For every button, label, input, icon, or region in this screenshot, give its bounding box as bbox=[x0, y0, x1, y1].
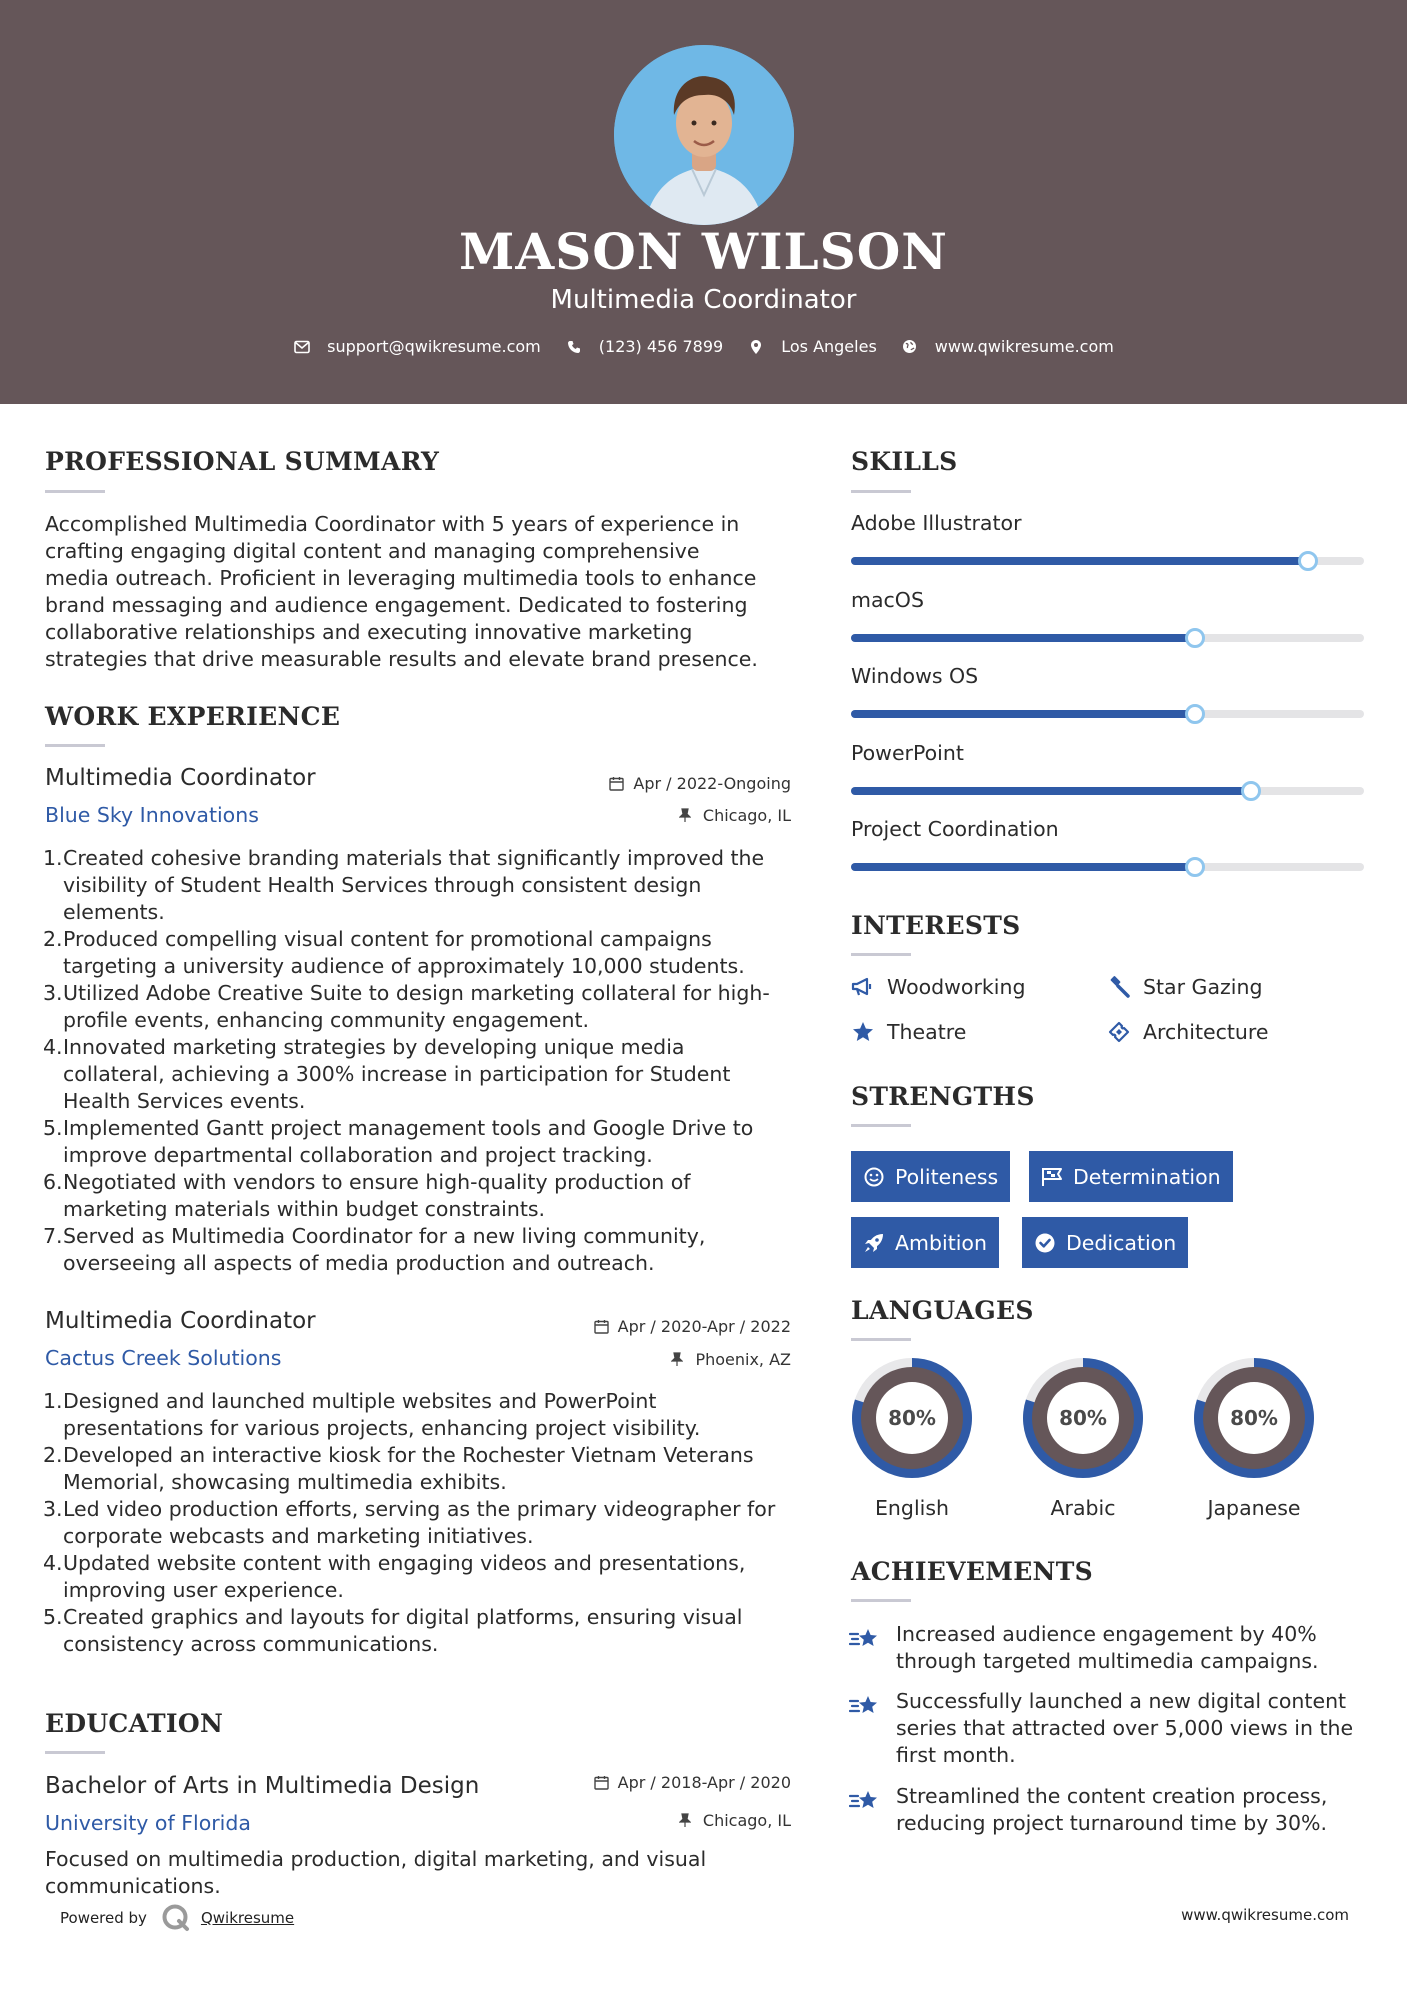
education-location-text: Chicago, IL bbox=[702, 1811, 791, 1830]
list-number: 6. bbox=[43, 1170, 63, 1194]
list-line: presentations for various projects, enhancing project visibility. bbox=[63, 1416, 701, 1440]
skill-bar-fill bbox=[851, 863, 1195, 871]
education-line: Focused on multimedia production, digital marketing, and visual bbox=[45, 1847, 707, 1871]
strength-badge bbox=[851, 1217, 999, 1268]
education-description bbox=[45, 1846, 805, 1900]
contact-website-text: www.qwikresume.com bbox=[934, 337, 1114, 356]
list-line: Led video production efforts, serving as the primary videographer for bbox=[63, 1497, 776, 1521]
rocket-icon bbox=[863, 1232, 885, 1254]
skill-label: macOS bbox=[851, 587, 924, 612]
shooting-star-icon bbox=[849, 1625, 881, 1653]
summary-heading-rule bbox=[45, 490, 105, 493]
job-location-text: Phoenix, AZ bbox=[695, 1350, 791, 1369]
list-number: 1. bbox=[43, 1389, 63, 1413]
list-line: Utilized Adobe Creative Suite to design marketing collateral for high- bbox=[63, 981, 770, 1005]
summary-line: crafting engaging digital content and managing comprehensive bbox=[45, 539, 700, 563]
list-item bbox=[45, 1550, 805, 1604]
skill-label: PowerPoint bbox=[851, 740, 964, 765]
list-line: Produced compelling visual content for promotional campaigns bbox=[63, 927, 712, 951]
strength-badge bbox=[1022, 1217, 1188, 1268]
achievement-line: Increased audience engagement by 40% bbox=[896, 1622, 1317, 1646]
powered-by bbox=[60, 1903, 294, 1933]
summary-line: strategies that drive measurable results and elevate brand presence. bbox=[45, 647, 758, 671]
job-bullets bbox=[45, 1388, 805, 1658]
language-ring bbox=[1021, 1356, 1145, 1480]
phone-icon bbox=[565, 338, 583, 356]
language-label: Japanese bbox=[1207, 1496, 1301, 1520]
contact-bar bbox=[0, 337, 1407, 356]
shooting-star-icon bbox=[849, 1787, 881, 1815]
contact-phone[interactable] bbox=[565, 337, 723, 356]
list-line: Negotiated with vendors to ensure high-quality production of bbox=[63, 1170, 691, 1194]
list-line: Created graphics and layouts for digital platforms, ensuring visual bbox=[63, 1605, 743, 1629]
qwikresume-logo-icon bbox=[161, 1903, 191, 1933]
list-line: Health Services events. bbox=[63, 1089, 306, 1113]
list-number: 5. bbox=[43, 1605, 63, 1629]
skill-bar-track bbox=[851, 557, 1364, 565]
achievement-line: Successfully launched a new digital content bbox=[896, 1689, 1347, 1713]
contact-location-text: Los Angeles bbox=[781, 337, 877, 356]
achievements-heading-rule bbox=[851, 1599, 911, 1602]
interests-heading: INTERESTS bbox=[851, 911, 1021, 940]
skill-label: Windows OS bbox=[851, 664, 979, 688]
skill-bar-track bbox=[851, 787, 1364, 795]
list-number: 4. bbox=[43, 1551, 63, 1575]
interest-item bbox=[851, 975, 1025, 999]
skill-bar-track bbox=[851, 863, 1364, 871]
list-number: 7. bbox=[43, 1224, 63, 1248]
skill-bar-track bbox=[851, 634, 1364, 642]
interest-item bbox=[1107, 975, 1262, 999]
skills-heading-rule bbox=[851, 490, 911, 493]
education-heading-rule bbox=[45, 1751, 105, 1754]
envelope-icon bbox=[293, 338, 311, 356]
skill-bar-knob bbox=[1241, 781, 1261, 801]
degree-title: Bachelor of Arts in Multimedia Design bbox=[45, 1773, 480, 1799]
globe-icon bbox=[901, 338, 919, 356]
calendar-icon bbox=[594, 1319, 610, 1335]
list-item bbox=[45, 1034, 805, 1115]
ticket-icon bbox=[1107, 1020, 1131, 1044]
strength-label: Dedication bbox=[1066, 1230, 1177, 1255]
language-ring bbox=[1192, 1356, 1316, 1480]
skill-bar-fill bbox=[851, 787, 1251, 795]
skill-bar-knob bbox=[1185, 857, 1205, 877]
profile-photo bbox=[614, 45, 794, 225]
strength-label: Ambition bbox=[895, 1230, 987, 1255]
list-line: Memorial, showcasing multimedia exhibits. bbox=[63, 1470, 507, 1494]
contact-email[interactable] bbox=[293, 337, 541, 356]
list-item bbox=[45, 1442, 805, 1496]
achievements-heading: ACHIEVEMENTS bbox=[851, 1557, 1093, 1586]
list-line: Served as Multimedia Coordinator for a new living community, bbox=[63, 1224, 706, 1248]
list-item bbox=[45, 1496, 805, 1550]
strength-label: Politeness bbox=[895, 1164, 999, 1189]
list-line: corporate webcasts and marketing initiatives. bbox=[63, 1524, 534, 1548]
interest-item bbox=[1107, 1020, 1269, 1044]
list-item bbox=[45, 1169, 805, 1223]
job-location bbox=[679, 806, 791, 825]
powered-by-label: Powered by bbox=[60, 1909, 147, 1927]
experience-heading-rule bbox=[45, 744, 105, 747]
skill-bar-fill bbox=[851, 710, 1195, 718]
education-heading: EDUCATION bbox=[45, 1709, 224, 1738]
contact-phone-text: (123) 456 7899 bbox=[598, 337, 724, 356]
strength-badge bbox=[1029, 1151, 1233, 1202]
calendar-icon bbox=[609, 776, 625, 792]
skill-bar-fill bbox=[851, 557, 1308, 565]
job-company: Blue Sky Innovations bbox=[45, 803, 259, 827]
job-company: Cactus Creek Solutions bbox=[45, 1346, 282, 1370]
job-dates-text: Apr / 2020-Apr / 2022 bbox=[617, 1317, 791, 1336]
list-line: marketing materials within budget constraints. bbox=[63, 1197, 546, 1221]
job-dates-text: Apr / 2022-Ongoing bbox=[633, 774, 791, 793]
interests-heading-rule bbox=[851, 953, 911, 956]
achievement-item bbox=[896, 1621, 1376, 1675]
flag-icon bbox=[1041, 1166, 1063, 1188]
interest-label: Architecture bbox=[1143, 1020, 1269, 1044]
footer-url[interactable]: www.qwikresume.com bbox=[1181, 1906, 1349, 1924]
summary-line: brand messaging and audience engagement. Dedicated to fostering bbox=[45, 593, 748, 617]
interest-item bbox=[851, 1020, 966, 1044]
qwikresume-link[interactable]: Qwikresume bbox=[200, 1909, 295, 1927]
header-banner bbox=[0, 0, 1407, 404]
pushpin-icon bbox=[671, 1352, 687, 1368]
skill-label: Project Coordination bbox=[851, 817, 1059, 841]
list-line: collateral, achieving a 300% increase in participation for Student bbox=[63, 1062, 731, 1086]
achievement-line: first month. bbox=[896, 1743, 1016, 1767]
strength-badge bbox=[851, 1151, 1010, 1202]
job-title: Multimedia Coordinator bbox=[45, 1308, 316, 1334]
skill-bar-knob bbox=[1185, 628, 1205, 648]
job-bullets bbox=[45, 845, 805, 1277]
summary-line: Accomplished Multimedia Coordinator with 5 years of experience in bbox=[45, 512, 740, 536]
education-dates-text: Apr / 2018-Apr / 2020 bbox=[617, 1773, 791, 1792]
list-line: overseeing all aspects of media production and outreach. bbox=[63, 1251, 655, 1275]
list-line: Created cohesive branding materials that significantly improved the bbox=[63, 846, 765, 870]
summary-line: media outreach. Proficient in leveraging multimedia tools to enhance bbox=[45, 566, 757, 590]
job-location-text: Chicago, IL bbox=[702, 806, 791, 825]
languages-heading-rule bbox=[851, 1338, 911, 1341]
skills-heading: SKILLS bbox=[851, 447, 958, 476]
experience-heading: WORK EXPERIENCE bbox=[45, 702, 341, 731]
achievement-line: reducing project turnaround time by 30%. bbox=[896, 1811, 1328, 1835]
contact-website[interactable] bbox=[901, 337, 1114, 356]
smile-icon bbox=[863, 1166, 885, 1188]
map-pin-icon bbox=[747, 338, 765, 356]
job-dates bbox=[594, 1317, 791, 1336]
list-item bbox=[45, 980, 805, 1034]
pushpin-icon bbox=[679, 808, 695, 824]
language-label: English bbox=[874, 1496, 950, 1520]
language-percent: 80% bbox=[1230, 1406, 1278, 1430]
shooting-star-icon bbox=[849, 1692, 881, 1720]
pushpin-icon bbox=[679, 1813, 695, 1829]
school-name: University of Florida bbox=[45, 1811, 251, 1835]
list-item bbox=[45, 926, 805, 980]
contact-email-text: support@qwikresume.com bbox=[327, 337, 541, 356]
achievement-line: through targeted multimedia campaigns. bbox=[896, 1649, 1319, 1673]
candidate-title: Multimedia Coordinator bbox=[550, 285, 857, 315]
strength-label: Determination bbox=[1073, 1164, 1221, 1189]
achievement-item bbox=[896, 1783, 1376, 1837]
list-item bbox=[45, 1604, 805, 1658]
list-line: improving user experience. bbox=[63, 1578, 344, 1602]
list-line: targeting a university audience of approximately 10,000 students. bbox=[63, 954, 745, 978]
star-icon bbox=[851, 1020, 875, 1044]
languages-heading: LANGUAGES bbox=[851, 1296, 1034, 1325]
language-ring bbox=[850, 1356, 974, 1480]
megaphone-icon bbox=[851, 975, 875, 999]
list-item bbox=[45, 1388, 805, 1442]
job-dates bbox=[609, 774, 791, 793]
list-line: consistency across communications. bbox=[63, 1632, 439, 1656]
candidate-name: MASON WILSON bbox=[459, 222, 948, 281]
list-item bbox=[45, 1115, 805, 1169]
summary-heading: PROFESSIONAL SUMMARY bbox=[45, 447, 440, 476]
achievement-line: Streamlined the content creation process, bbox=[896, 1784, 1328, 1808]
list-line: profile events, enhancing community engagement. bbox=[63, 1008, 590, 1032]
list-item bbox=[45, 1223, 805, 1277]
list-number: 3. bbox=[43, 1497, 63, 1521]
list-line: Updated website content with engaging videos and presentations, bbox=[63, 1551, 746, 1575]
language-percent: 80% bbox=[1059, 1406, 1107, 1430]
skill-label: Adobe Illustrator bbox=[851, 511, 1022, 535]
list-number: 4. bbox=[43, 1035, 63, 1059]
list-number: 2. bbox=[43, 927, 63, 951]
list-line: improve departmental collaboration and project tracking. bbox=[63, 1143, 653, 1167]
list-line: elements. bbox=[63, 900, 165, 924]
list-line: Implemented Gantt project management tools and Google Drive to bbox=[63, 1116, 754, 1140]
education-location bbox=[679, 1811, 791, 1830]
list-number: 1. bbox=[43, 846, 63, 870]
education-dates bbox=[594, 1773, 791, 1792]
skill-bar-track bbox=[851, 710, 1364, 718]
list-line: Developed an interactive kiosk for the Rochester Vietnam Veterans bbox=[63, 1443, 754, 1467]
summary-line: collaborative relationships and executing innovative marketing bbox=[45, 620, 693, 644]
interest-label: Woodworking bbox=[887, 975, 1026, 999]
strengths-heading: STRENGTHS bbox=[851, 1082, 1035, 1111]
strengths-heading-rule bbox=[851, 1124, 911, 1127]
list-number: 5. bbox=[43, 1116, 63, 1140]
list-number: 3. bbox=[43, 981, 63, 1005]
skill-bar-knob bbox=[1298, 551, 1318, 571]
calendar-icon bbox=[594, 1775, 610, 1791]
list-number: 2. bbox=[43, 1443, 63, 1467]
skill-bar-fill bbox=[851, 634, 1195, 642]
gavel-icon bbox=[1107, 975, 1131, 999]
contact-location bbox=[747, 337, 877, 356]
language-percent: 80% bbox=[888, 1406, 936, 1430]
interest-label: Theatre bbox=[887, 1020, 967, 1044]
language-label: Arabic bbox=[1050, 1496, 1116, 1520]
achievement-item bbox=[896, 1688, 1376, 1769]
list-line: visibility of Student Health Services through consistent design bbox=[63, 873, 702, 897]
list-line: Designed and launched multiple websites and PowerPoint bbox=[63, 1389, 657, 1413]
list-line: Innovated marketing strategies by developing unique media bbox=[63, 1035, 685, 1059]
job-title: Multimedia Coordinator bbox=[45, 765, 316, 791]
education-line: communications. bbox=[45, 1874, 221, 1898]
achievement-line: series that attracted over 5,000 views in the bbox=[896, 1716, 1354, 1740]
check-circle-icon bbox=[1034, 1232, 1056, 1254]
summary-text bbox=[45, 511, 805, 673]
job-location bbox=[671, 1350, 791, 1369]
interest-label: Star Gazing bbox=[1143, 975, 1263, 999]
list-item bbox=[45, 845, 805, 926]
skill-bar-knob bbox=[1185, 704, 1205, 724]
